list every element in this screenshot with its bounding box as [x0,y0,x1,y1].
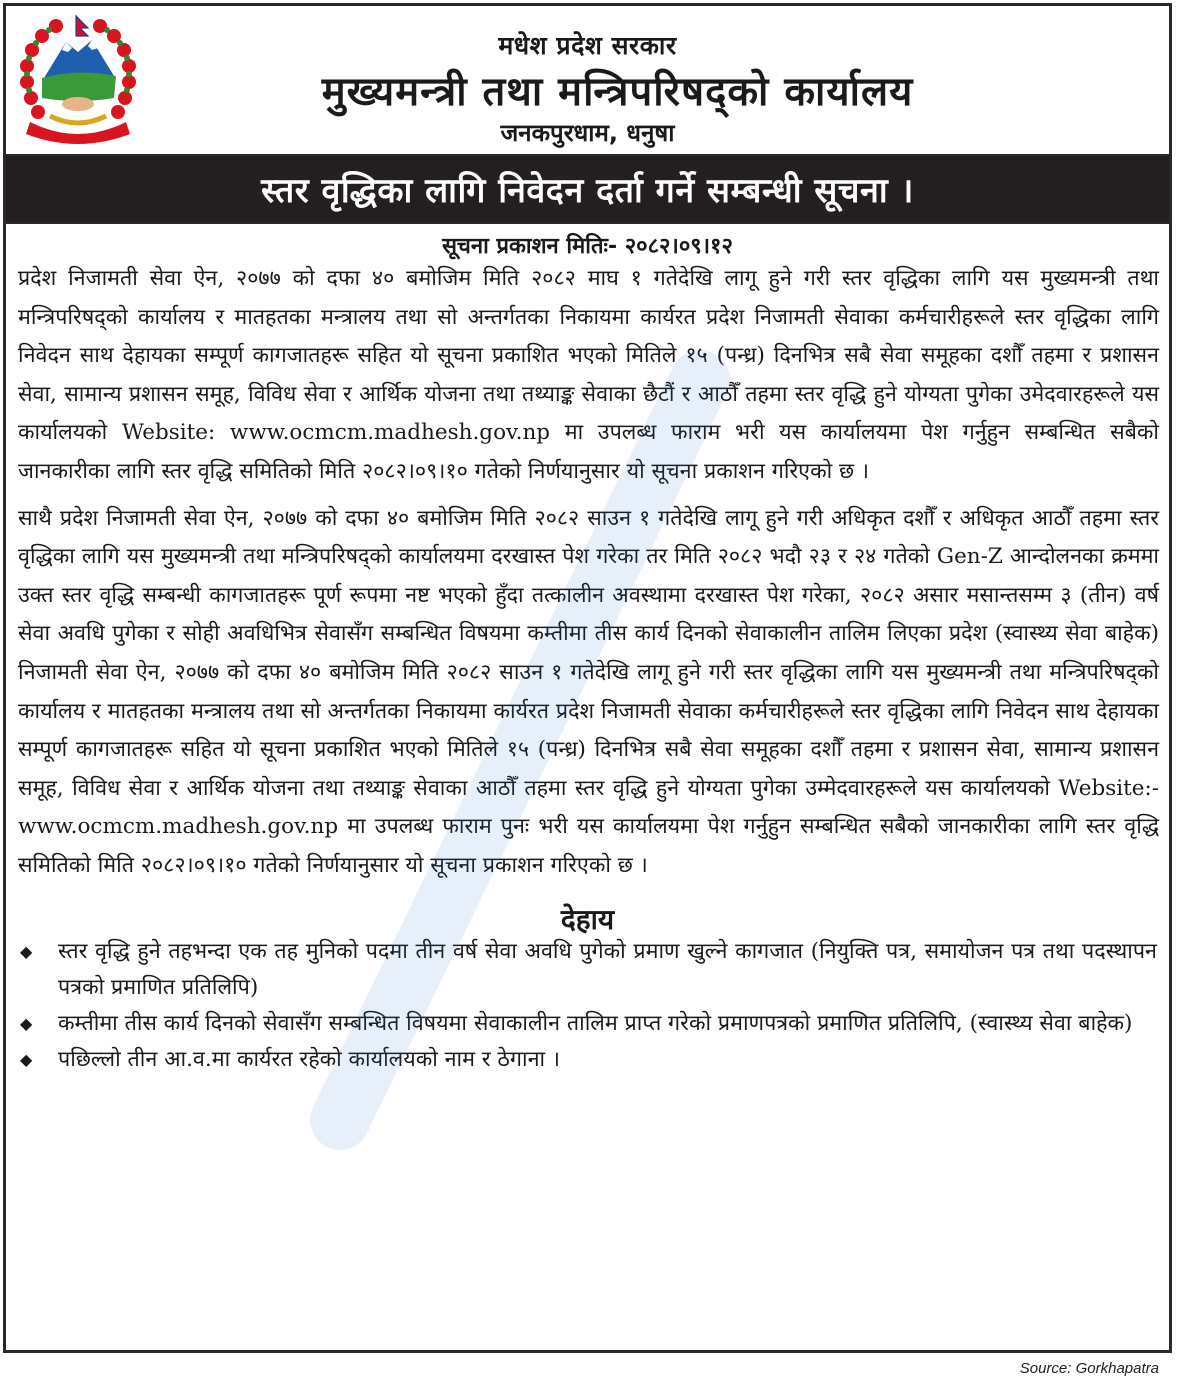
annex-item [18,934,1157,1006]
notice-frame [3,3,1172,1353]
notice-title: स्तर वृद्धिका लागि निवेदन दर्ता गर्ने सम्बन्धी सूचना । [6,156,1169,224]
government-name: मधेश प्रदेश सरकार [498,31,677,60]
annex-item [18,1042,1157,1078]
diamond-bullet-icon: ◆ [20,941,33,961]
office-name: मुख्यमन्त्री तथा मन्त्रिपरिषद्‌को कार्यालय [321,69,914,115]
body-paragraph-1: प्रदेश निजामती सेवा ऐन, २०७७ को दफा ४० बमोजिम मिति २०८२ माघ १ गतेदेखि लागू हुने गरी स्तर वृद्धिका लागि यस मुख्यमन्त्री तथा मन्त्रिपरिषद्‌को कार्यालय र मातहतका मन्त्रालय तथा सो अन्तर्गतका निकायमा कार्यरत प्रदेश निजामती सेवाका कर्मचारीहरूले स्तर वृद्धिका लागि निवेदन साथ देहायका सम्पूर्ण कागजातहरू सहित यो सूचना प्रकाशित भएको मितिले १५ (पन्ध्र) दिनभित्र सबै सेवा समूहका दशौँ तहमा र प्रशासन सेवा, सामान्य प्रशासन समूह, विविध सेवा र आर्थिक योजना तथा तथ्याङ्क सेवाका छैटौं र आठौँ तहमा स्तर वृद्धि हुने योग्यता पुगेका उमेदवारहरूले यस कार्यालयको Website: www.ocmcm.madhesh.gov.np मा उपलब्ध फाराम भरी यस कार्यालयमा पेश गर्नुहुन सम्बन्धित सबैको जानकारीका लागि स्तर वृद्धि समितिको मिति २०८२।०९।१० गतेको निर्णयानुसार यो सूचना प्रकाशन गरिएको छ । [18,266,1159,484]
annex-item [18,1006,1157,1042]
annex-list [6,934,1169,1078]
office-location: जनकपुरधाम, धनुषा [500,119,675,147]
annex-item-text: कम्तीमा तीस कार्य दिनको सेवासँग सम्बन्धित विषयमा सेवाकालीन तालिम प्राप्त गरेको प्रमाणपत्रको प्रमाणित प्रतिलिपि, (स्वास्थ्य सेवा बाहेक) [58,1010,1133,1036]
annex-title: देहाय [560,902,615,936]
publication-date: सूचना प्रकाशन मितिः- २०८२।०९।१२ [442,234,733,259]
diamond-bullet-icon: ◆ [20,1049,33,1069]
notice-header [6,6,1169,156]
annex-item-text: पछिल्लो तीन आ.व.मा कार्यरत रहेको कार्यालयको नाम र ठेगाना । [58,1046,561,1072]
annex-item-text: स्तर वृद्धि हुने तहभन्दा एक तह मुनिको पदमा तीन वर्ष सेवा अवधि पुगेको प्रमाण खुल्ने कागजात (नियुक्ति पत्र, समायोजन पत्र तथा पदस्थापन पत्रको प्रमाणित प्रतिलिपि) [58,938,1157,1000]
body-paragraph-2: साथै प्रदेश निजामती सेवा ऐन, २०७७ को दफा ४० बमोजिम मिति २०८२ साउन १ गतेदेखि लागू हुने गरी अधिकृत दशौँ र अधिकृत आठौँ तहमा स्तर वृद्धिका लागि यस मुख्यमन्त्री तथा मन्त्रिपरिषद्‌को कार्यालयमा दरखास्त पेश गरेका तर मिति २०८२ भदौ २३ र २४ गतेको Gen-Z आन्दोलनका क्रममा उक्त स्तर वृद्धि सम्बन्धी कागजातहरू पूर्ण रूपमा नष्ट भएको हुँदा तत्कालीन अवस्थामा दरखास्त पेश गरेका, २०८२ असार मसान्तसम्म ३ (तीन) वर्ष सेवा अवधि पुगेका र सोही अवधिभित्र सेवासँग सम्बन्धित विषयमा कम्तीमा तीस कार्य दिनको सेवाकालीन तालिम लिएका प्रदेश (स्वास्थ्य सेवा बाहेक) निजामती सेवा ऐन, २०७७ को दफा ४० बमोजिम मिति २०८२ साउन १ गतेदेखि लागू हुने गरी स्तर वृद्धिका लागि यस मुख्यमन्त्री तथा मन्त्रिपरिषद्‌को कार्यालय र मातहतका मन्त्रालय तथा सो अन्तर्गतका निकायमा कार्यरत प्रदेश निजामती सेवाका कर्मचारीहरूले स्तर वृद्धिका लागि निवेदन साथ देहायका सम्पूर्ण कागजातहरू सहित यो सूचना प्रकाशित भएको मितिले १५ (पन्ध्र) दिनभित्र सबै सेवा समूहका दशौँ तहमा र प्रशासन सेवा, सामान्य प्रशासन समूह, विविध सेवा र आर्थिक योजना तथा तथ्याङ्क सेवाका आठौँ तहमा स्तर वृद्धि हुने योग्यता पुगेका उम्मेदवारहरूले यस कार्यालयको Website:- www.ocmcm.madhesh.gov.np मा उपलब्ध फाराम पुनः भरी यस कार्यालयमा पेश गर्नुहुन सम्बन्धित सबैको जानकारीका लागि स्तर वृद्धि समितिको मिति २०८२।०९।१० गतेको निर्णयानुसार यो सूचना प्रकाशन गरिएको छ । [18,505,1159,878]
source-credit: Source: Gorkhapatra [1019,1360,1159,1377]
diamond-bullet-icon: ◆ [20,1013,33,1033]
